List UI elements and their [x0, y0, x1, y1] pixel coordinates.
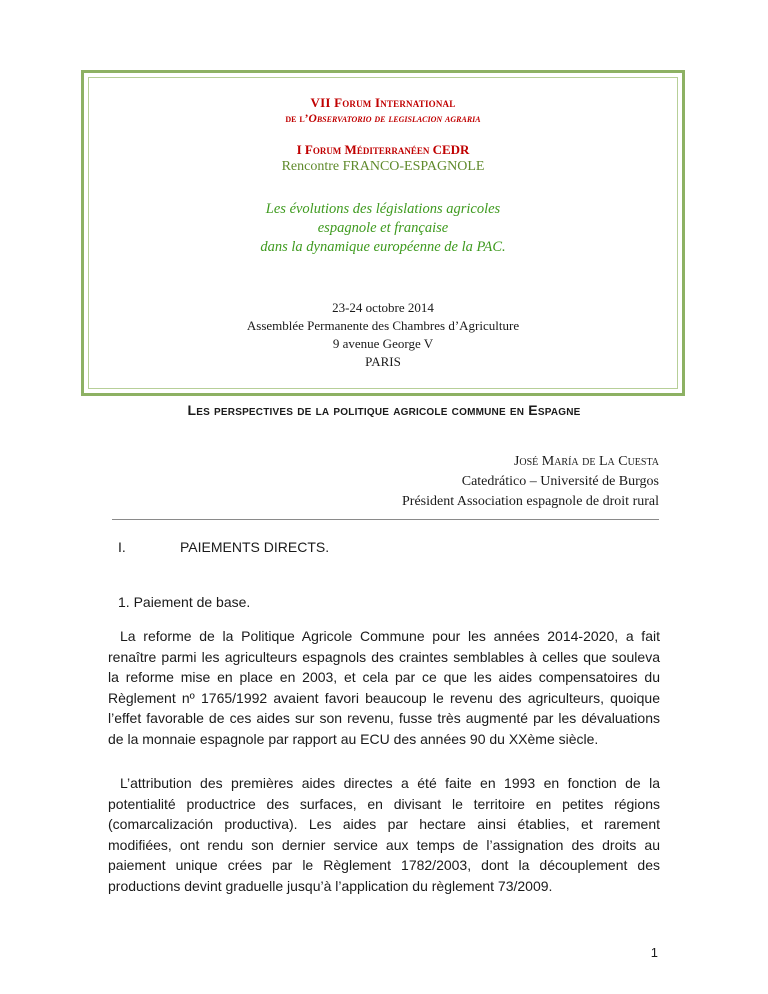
forum-line-2-italic: Observatorio de legislacion agraria — [308, 113, 481, 125]
venue-date: 23-24 octobre 2014 — [332, 300, 434, 315]
header-box — [88, 77, 678, 371]
forum-line-2 — [88, 111, 678, 127]
author-role: Catedrático – Université de Burgos — [461, 474, 659, 489]
venue-address: 9 avenue George V — [332, 336, 434, 351]
theme-line: Les évolutions des législations agricoles — [265, 201, 501, 217]
forum-line-4: Rencontre FRANCO-ESPAGNOLE — [281, 159, 485, 174]
author-block — [402, 452, 659, 512]
forum-line-3: I Forum Méditerranéen CEDR — [296, 142, 470, 157]
venue-organization: Assemblée Permanente des Chambres d’Agriculture — [246, 318, 520, 333]
body-paragraph: L’attribution des premières aides directes a été faite en 1993 en fonction de la potentialité productrice des surfaces, en divisant le territoire en petites régions (comarcalización productiva). Les aides par hectare ainsi établies, et rarement modifiées, ont rendu son dernier service aux temps de l’assignation des droits au paiement unique crées par le Règlement 1782/2003, dont la découplement des productions devint graduelle jusqu’à l’application du règlement 73/2009. — [108, 775, 660, 894]
divider-line — [112, 519, 659, 520]
subsection-heading: 1. Paiement de base. — [118, 594, 251, 610]
theme-line: espagnole et française — [317, 220, 449, 236]
venue-block — [88, 299, 678, 371]
forum-line-1: VII Forum International — [310, 95, 456, 110]
author-name: José María de La Cuesta — [513, 454, 659, 469]
section-heading-text: PAIEMENTS DIRECTS. — [180, 539, 330, 555]
author-position: Président Association espagnole de droit rural — [402, 494, 659, 509]
forum-line-2-prefix: de l’ — [285, 113, 309, 125]
theme-line: dans la dynamique européenne de la PAC. — [260, 239, 506, 255]
venue-city: PARIS — [365, 354, 401, 369]
body-paragraph: La reforme de la Politique Agricole Commune pour les années 2014-2020, a fait renaître parmi les agriculteurs espagnols des craintes semblables à celles que souleva la reforme mise en place en 2003, et cela par ce que les aides compensatoires du Règlement nº 1765/1992 avaient favori beaucoup le revenu des agriculteurs, quoique l’effet favorable de ces aides sur son revenu, fusse très augmenté par les dévaluations de la monnaie espagnole par rapport au ECU des années 90 du XXème siècle. — [108, 628, 660, 747]
document-title: Les perspectives de la politique agricole commune en Espagne — [187, 402, 581, 418]
section-heading — [118, 539, 329, 555]
section-number: I. — [118, 539, 126, 555]
page-number: 1 — [650, 945, 658, 960]
forum-theme — [88, 200, 678, 257]
